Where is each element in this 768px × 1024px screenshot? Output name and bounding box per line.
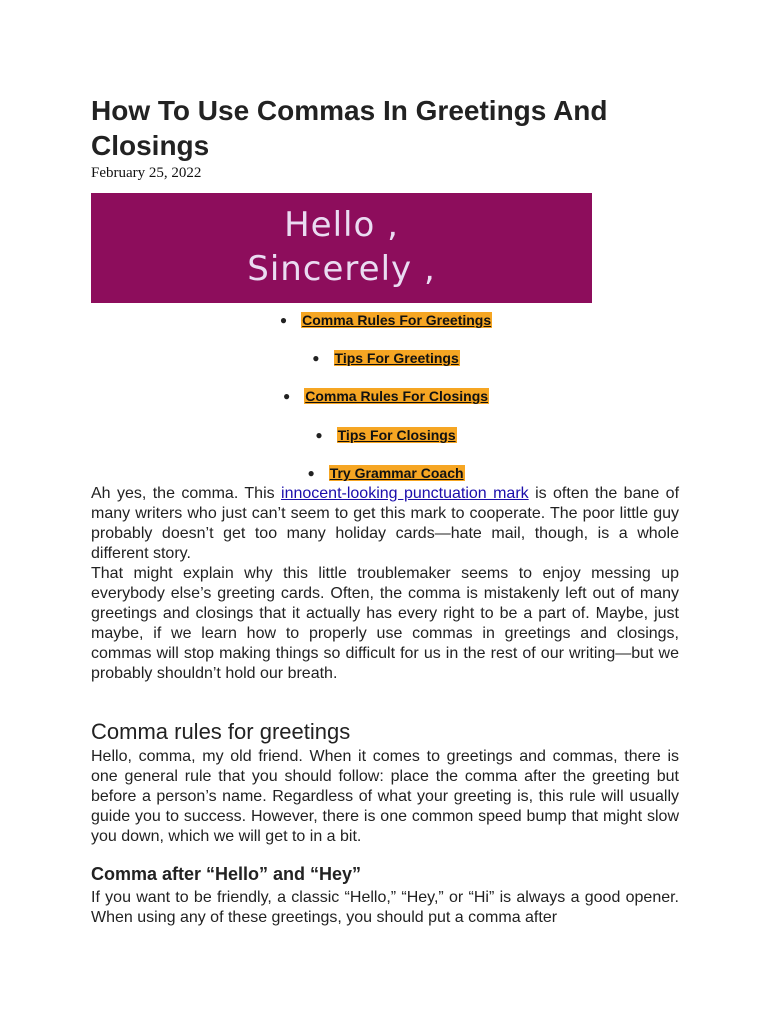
intro-paragraph-2: That might explain why this little troublemaker seems to enjoy messing up everybody else’s greeting cards. Often, the comma is mistakenly left out of many greetings and closings that it actually has every right to be a part of. Maybe, just maybe, if we learn how to properly use commas in greetings and closings, commas will stop making things so difficult for us in the rest of our writing—but we probably shouldn’t hold our breath.	[91, 565, 679, 682]
intro-paragraph-1	[91, 484, 679, 564]
punctuation-mark-link[interactable]: innocent-looking punctuation mark	[281, 485, 529, 502]
bullet-icon: ●	[312, 351, 320, 365]
bullet-icon: ●	[307, 466, 315, 480]
section-paragraph: If you want to be friendly, a classic “Hello,” “Hey,” or “Hi” is always a good opener. When using any of these greetings, you should put a comma after	[91, 889, 679, 926]
bullet-icon: ●	[279, 313, 288, 327]
section-paragraph: Hello, comma, my old friend. When it comes to greetings and commas, there is one general rule that you should follow: place the comma after the greeting but before a person’s name. Regardless of what your greeting is, this rule will usually guide you to success. However, there is one common speed bump that might slow you down, which we will get to in a bit.	[91, 748, 679, 845]
section-heading-comma-rules-greetings: Comma rules for greetings	[91, 719, 351, 744]
publish-date: February 25, 2022	[91, 165, 202, 181]
toc-link-comma-rules-greetings[interactable]: Comma Rules For Greetings	[302, 312, 492, 328]
banner-text-sincerely: Sincerely ,	[247, 249, 436, 289]
toc-item	[91, 388, 681, 408]
toc-link-grammar-coach[interactable]: Try Grammar Coach	[329, 465, 464, 481]
toc-link-comma-rules-closings[interactable]: Comma Rules For Closings	[305, 388, 489, 404]
subsection-heading-hello-hey: Comma after “Hello” and “Hey”	[91, 864, 362, 884]
toc-item	[91, 427, 681, 447]
toc-item	[91, 350, 681, 370]
toc-link-tips-closings[interactable]: Tips For Closings	[337, 427, 456, 443]
banner-text-hello: Hello ,	[284, 205, 399, 245]
toc-item	[91, 465, 681, 485]
bullet-icon: ●	[315, 428, 323, 442]
intro-text: is often the bane of many writers who just can’t seem to get this mark to cooperate. The poor little guy probably doesn’t get too many holiday cards—hate mail, though, is a whole different story.	[91, 485, 680, 562]
intro-text: Ah yes, the comma. This	[91, 485, 282, 502]
page-title: How To Use Commas In Greetings And Closings	[91, 95, 608, 161]
toc-item	[91, 312, 681, 332]
toc-link-tips-greetings[interactable]: Tips For Greetings	[334, 350, 459, 366]
bullet-icon: ●	[282, 389, 291, 403]
hero-banner-image	[91, 193, 592, 303]
